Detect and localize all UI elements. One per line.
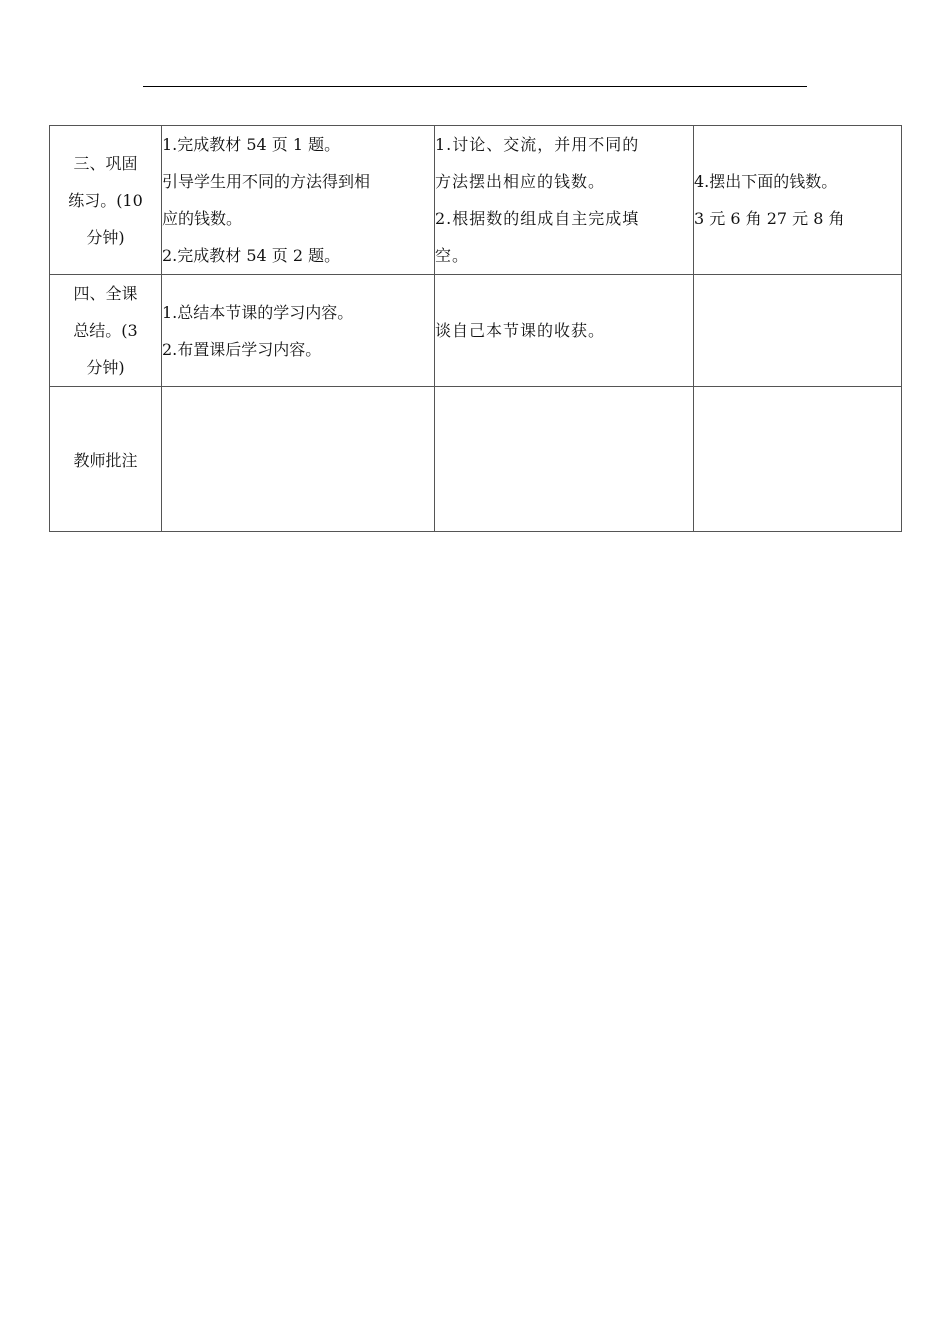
design-line: 4.摆出下面的钱数。 (694, 172, 838, 191)
design-cell (694, 275, 902, 387)
table-row (50, 387, 902, 532)
teacher-note-cell (435, 387, 694, 532)
stage-line: 练习。(10 (68, 190, 143, 210)
stage-line: 分钟) (86, 227, 125, 247)
stage-line: 分钟) (86, 358, 125, 377)
teacher-line: 2.布置课后学习内容。 (162, 339, 322, 359)
table-row (50, 275, 902, 387)
teacher-line: 1.完成教材 54 页 1 题。 (162, 135, 341, 154)
header-rule (143, 86, 807, 87)
stage-line: 四、全课 (73, 284, 138, 303)
design-cell (694, 126, 902, 275)
teacher-note-cell (162, 387, 435, 532)
teacher-note-label: 教师批注 (50, 387, 162, 532)
teacher-line: 1.总结本节课的学习内容。 (162, 302, 354, 322)
teacher-activity-cell (162, 126, 435, 275)
student-activity-cell (435, 126, 694, 275)
stage-cell (50, 275, 162, 387)
table-row (50, 126, 902, 275)
stage-line: 总结。(3 (73, 321, 138, 340)
student-activity-cell (435, 275, 694, 387)
student-line: 1.讨论、交流，并用不同的 (435, 135, 640, 154)
stage-line: 三、巩固 (73, 153, 138, 173)
teacher-line: 引导学生用不同的方法得到相 (162, 172, 371, 191)
teacher-note-cell (694, 387, 902, 532)
design-line: 3 元 6 角 27 元 8 角 (694, 209, 845, 228)
student-line: 2.根据数的组成自主完成填 (435, 209, 640, 228)
teacher-line: 应的钱数。 (162, 209, 243, 228)
teacher-line: 2.完成教材 54 页 2 题。 (162, 246, 341, 265)
lesson-plan-table (49, 125, 902, 532)
student-line: 谈自己本节课的收获。 (435, 321, 606, 340)
teacher-activity-cell (162, 275, 435, 387)
student-line: 方法摆出相应的钱数。 (435, 172, 606, 191)
student-line: 空。 (435, 246, 470, 265)
stage-cell (50, 126, 162, 275)
